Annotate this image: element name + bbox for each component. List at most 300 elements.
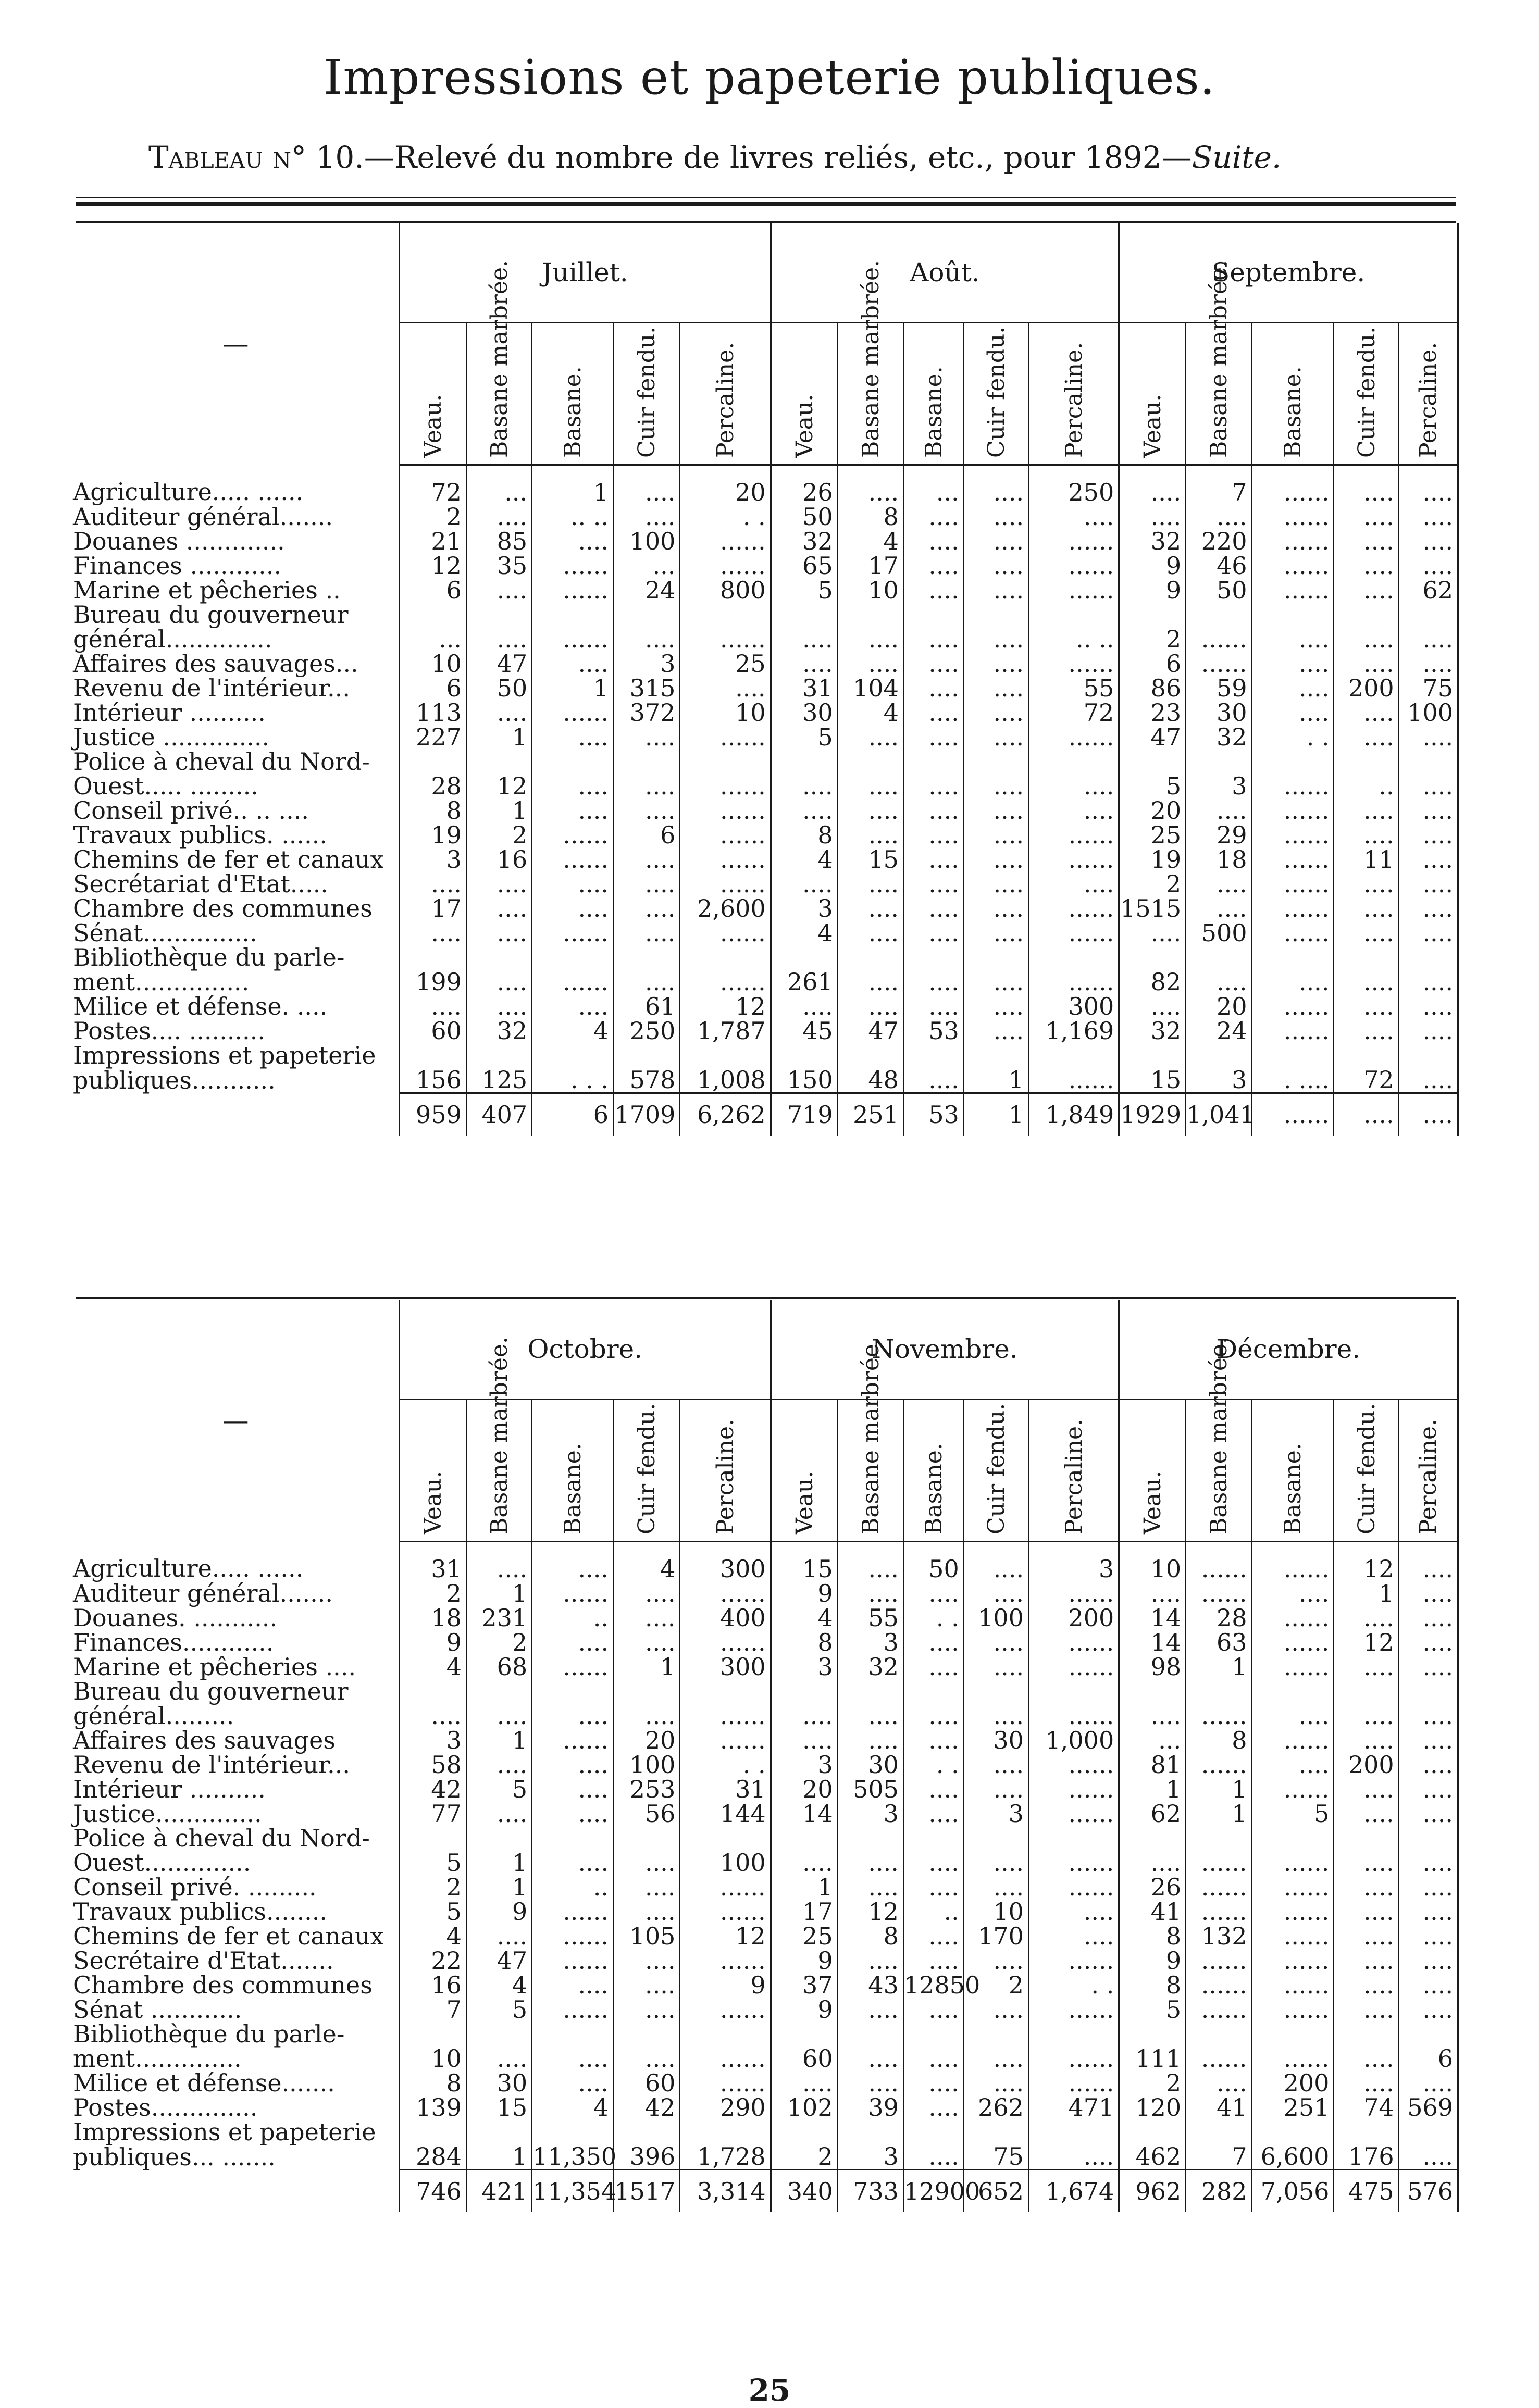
table-cell: .... <box>964 676 1028 701</box>
table-cell: .... <box>964 627 1028 652</box>
table-cell: .... <box>399 1704 466 1728</box>
table-cell: 400 <box>680 1606 771 1630</box>
table-cell: 63 <box>1186 1630 1251 1655</box>
caption-suite: Suite. <box>1192 140 1282 175</box>
table-cell: 8 <box>1186 1728 1251 1753</box>
table-cell <box>680 603 771 627</box>
table-row <box>73 2047 1458 2071</box>
table-cell: .. <box>903 1900 964 1924</box>
table-cell: 41 <box>1186 2095 1251 2120</box>
table-cell: .... <box>466 627 532 652</box>
table-cell: 19 <box>399 823 466 847</box>
table-cell: . . <box>1028 1973 1119 1998</box>
table-cell: ...... <box>680 554 771 578</box>
row-label: Police à cheval du Nord- <box>73 750 399 774</box>
table-cell <box>1252 1043 1334 1068</box>
table-cell <box>1119 1043 1186 1068</box>
table-cell: 30 <box>771 701 837 725</box>
table-cell: 2 <box>399 505 466 529</box>
table-cell: .... <box>964 1542 1028 1582</box>
table-cell: 15 <box>771 1542 837 1582</box>
table-cell <box>903 2120 964 2144</box>
table-cell <box>1334 1679 1398 1704</box>
table-cell: 2 <box>771 2144 837 2170</box>
table-row <box>73 1542 1458 1582</box>
table-cell: .... <box>1399 1655 1458 1679</box>
table-cell: ...... <box>1028 1875 1119 1900</box>
table-cell: ...... <box>1028 652 1119 676</box>
table-cell: .... <box>964 652 1028 676</box>
stub-dash: — <box>222 329 249 359</box>
table-cell <box>1119 603 1186 627</box>
top-rule-thin <box>76 197 1456 198</box>
table-cell: 4 <box>532 2095 613 2120</box>
table-cell <box>613 2022 680 2047</box>
column-header <box>771 323 837 465</box>
table-cell: 5 <box>399 1851 466 1875</box>
table-cell: .... <box>1334 1019 1398 1043</box>
total-cell: 746 <box>399 2170 466 2213</box>
table-cell: 125 <box>466 1068 532 1093</box>
row-label: Secrétariat d'Etat..... <box>73 872 399 896</box>
table-cell: 132 <box>1186 1924 1251 1949</box>
table-cell <box>399 750 466 774</box>
table-cell: 3 <box>838 1802 903 1826</box>
table-cell: .... <box>399 921 466 945</box>
table-row <box>73 1973 1458 1998</box>
table-cell: 2 <box>1119 627 1186 652</box>
table-row <box>73 823 1458 847</box>
table-row <box>73 1851 1458 1875</box>
table-cell: 9 <box>771 1581 837 1606</box>
table-cell: .... <box>1119 505 1186 529</box>
table-cell: .... <box>1028 872 1119 896</box>
table-cell <box>771 1679 837 1704</box>
table-cell: ...... <box>532 701 613 725</box>
table-cell: 8 <box>771 1630 837 1655</box>
table-cell <box>1334 1826 1398 1851</box>
row-label: Sénat............... <box>73 921 399 945</box>
table-cell: 102 <box>771 2095 837 2120</box>
table-cell: .... <box>838 725 903 750</box>
table-cell: ...... <box>1028 1704 1119 1728</box>
row-label: Travaux publics........ <box>73 1900 399 1924</box>
column-header <box>1334 323 1398 465</box>
table-cell: .... <box>903 1924 964 1949</box>
table-cell: 68 <box>466 1655 532 1679</box>
table-cell: .... <box>903 529 964 554</box>
row-label: général.............. <box>73 627 399 652</box>
table-row <box>73 627 1458 652</box>
row-label: Marine et pêcheries .... <box>73 1655 399 1679</box>
table-cell: .... <box>466 2047 532 2071</box>
table-cell: 75 <box>964 2144 1028 2170</box>
table-cell: ...... <box>1028 1802 1119 1826</box>
table-cell: .... <box>1028 1900 1119 1924</box>
table-cell: 2 <box>964 1973 1028 1998</box>
table-cell: 139 <box>399 2095 466 2120</box>
table-cell: .... <box>1186 970 1251 994</box>
table-cell: 31 <box>680 1777 771 1802</box>
table-cell <box>964 603 1028 627</box>
table-cell: .... <box>838 2047 903 2071</box>
table-cell: 24 <box>1186 1019 1251 1043</box>
column-header-label: Percaline. <box>712 1418 739 1534</box>
table-cell: .... <box>964 1753 1028 1777</box>
table-cell: .... <box>1334 1851 1398 1875</box>
table-cell: 20 <box>1119 798 1186 823</box>
table-cell: ...... <box>680 798 771 823</box>
table-cell: .... <box>903 1704 964 1728</box>
table-cell: 26 <box>1119 1875 1186 1900</box>
table-cell: 43 <box>838 1973 903 1998</box>
table-cell: .... <box>1028 2144 1119 2170</box>
table-cell: .... <box>964 921 1028 945</box>
total-cell: 475 <box>1334 2170 1398 2213</box>
table-cell <box>771 945 837 970</box>
table-cell <box>1028 1043 1119 1068</box>
table-cell: ...... <box>1252 1728 1334 1753</box>
column-header <box>1119 323 1186 465</box>
table-row <box>73 847 1458 872</box>
table-cell: 50 <box>903 1542 964 1582</box>
table-cell: ...... <box>1252 578 1334 603</box>
table-cell: ...... <box>532 1581 613 1606</box>
table-cell: .... <box>1399 798 1458 823</box>
table-cell: .... <box>838 1998 903 2022</box>
table-october-december <box>73 1300 1459 2212</box>
table-cell <box>613 1826 680 1851</box>
table-cell <box>680 945 771 970</box>
column-header <box>466 260 532 465</box>
row-label: Marine et pêcheries .. <box>73 578 399 603</box>
table-cell: 100 <box>964 1606 1028 1630</box>
table-cell: 75 <box>1399 676 1458 701</box>
table-cell: 144 <box>680 1802 771 1826</box>
table-cell: ... <box>1119 1728 1186 1753</box>
table-cell: 315 <box>613 676 680 701</box>
table-cell: 100 <box>613 529 680 554</box>
table-cell: 22 <box>399 1949 466 1973</box>
table-cell: .... <box>1399 1851 1458 1875</box>
table-cell <box>1252 1679 1334 1704</box>
table-cell: 3 <box>1028 1542 1119 1582</box>
table-cell: 1 <box>1334 1581 1398 1606</box>
table-cell: .... <box>771 652 837 676</box>
total-cell: 11,354 <box>532 2170 613 2213</box>
table-cell <box>1399 1043 1458 1068</box>
table-cell: 74 <box>1334 2095 1398 2120</box>
row-label: Milice et défense....... <box>73 2071 399 2095</box>
column-header-label: Veau. <box>1139 394 1166 458</box>
table-cell: .... <box>903 1777 964 1802</box>
table-cell: .... <box>903 1068 964 1093</box>
table-cell: .... <box>771 1704 837 1728</box>
table-cell: 12 <box>838 1900 903 1924</box>
table-cell: .... <box>1119 1704 1186 1728</box>
table-cell: 60 <box>771 2047 837 2071</box>
table-cell: .... <box>613 1581 680 1606</box>
table-cell: 17 <box>399 896 466 921</box>
table-cell: .... <box>838 1851 903 1875</box>
column-header <box>532 1400 613 1542</box>
table-cell: 1 <box>771 1875 837 1900</box>
table-cell: 300 <box>680 1542 771 1582</box>
column-header <box>1399 323 1458 465</box>
table-july-september <box>73 223 1459 1136</box>
table-cell: 1,728 <box>680 2144 771 2170</box>
table-cell: .... <box>838 896 903 921</box>
table-cell <box>1399 603 1458 627</box>
table-cell <box>466 1679 532 1704</box>
row-label: Postes.... .......... <box>73 1019 399 1043</box>
table-cell: ...... <box>680 823 771 847</box>
table-cell: 12 <box>680 1924 771 1949</box>
table-cell: .... <box>613 798 680 823</box>
table-cell: 61 <box>613 994 680 1019</box>
table-cell: 1 <box>466 725 532 750</box>
table-cell <box>1252 1826 1334 1851</box>
table-row <box>73 896 1458 921</box>
table-cell: .... <box>1334 872 1398 896</box>
table-cell: .... <box>466 921 532 945</box>
column-header <box>1252 1400 1334 1542</box>
table-cell: .... <box>903 970 964 994</box>
table-cell: 200 <box>1334 1753 1398 1777</box>
table-cell: 3 <box>771 1655 837 1679</box>
table-cell: 200 <box>1334 676 1398 701</box>
table-cell: .... <box>1399 1802 1458 1826</box>
table-row <box>73 2120 1458 2144</box>
total-cell: 282 <box>1186 2170 1251 2213</box>
totals-row <box>73 1093 1458 1136</box>
total-cell: 251 <box>838 1093 903 1136</box>
table-cell <box>1399 945 1458 970</box>
table-cell: .... <box>964 701 1028 725</box>
table-cell: 2 <box>466 823 532 847</box>
table-cell: ...... <box>1252 823 1334 847</box>
table-cell: ...... <box>680 1900 771 1924</box>
row-label: Revenu de l'intérieur... <box>73 1753 399 1777</box>
table-cell: .... <box>613 505 680 529</box>
table-row <box>73 1777 1458 1802</box>
table-cell: .... <box>1334 798 1398 823</box>
table-cell: 86 <box>1119 676 1186 701</box>
table-cell: .... <box>613 2047 680 2071</box>
column-header <box>1399 1400 1458 1542</box>
row-label: Finances ............ <box>73 554 399 578</box>
table-cell: .... <box>964 1777 1028 1802</box>
table-cell <box>1028 2120 1119 2144</box>
row-label: Justice.............. <box>73 1802 399 1826</box>
table-cell: .... <box>903 1949 964 1973</box>
table-cell: 9 <box>771 1998 837 2022</box>
table-cell: 15 <box>466 2095 532 2120</box>
table-cell: 18 <box>1186 847 1251 872</box>
table-cell: 46 <box>1186 554 1251 578</box>
table-cell: 1 <box>466 1581 532 1606</box>
table-cell: 12 <box>680 994 771 1019</box>
row-label: Chambre des communes <box>73 896 399 921</box>
table-row <box>73 1826 1458 1851</box>
table-cell: .... <box>964 1581 1028 1606</box>
table-cell: 1 <box>466 798 532 823</box>
table-cell: 17 <box>838 554 903 578</box>
column-header <box>838 260 903 465</box>
table-cell: 4 <box>771 847 837 872</box>
table-cell: .... <box>1334 1998 1398 2022</box>
table-cell: 5 <box>771 725 837 750</box>
table-cell: 8 <box>771 823 837 847</box>
table-cell: 262 <box>964 2095 1028 2120</box>
table-cell: .... <box>1252 1753 1334 1777</box>
table-cell: .... <box>838 823 903 847</box>
row-label: Auditeur général....... <box>73 1581 399 1606</box>
table-cell <box>838 2120 903 2144</box>
table-cell <box>1186 1826 1251 1851</box>
table-cell <box>1399 1679 1458 1704</box>
table-cell: 5 <box>1252 1802 1334 1826</box>
table-cell: ...... <box>680 1581 771 1606</box>
column-header <box>1334 1400 1398 1542</box>
table-cell: .... <box>466 578 532 603</box>
table-cell: ...... <box>1186 2047 1251 2071</box>
table-cell <box>1028 603 1119 627</box>
table-cell: .... <box>532 798 613 823</box>
table-cell: .... <box>1399 1777 1458 1802</box>
table-cell: 113 <box>399 701 466 725</box>
table-cell: ...... <box>1252 1542 1334 1582</box>
table-cell: .... <box>771 994 837 1019</box>
table-cell: ...... <box>1028 1753 1119 1777</box>
table-cell: ...... <box>1028 823 1119 847</box>
table-cell: .... <box>613 1998 680 2022</box>
total-cell: 6 <box>532 1093 613 1136</box>
row-label: Douanes ............. <box>73 529 399 554</box>
row-label: Auditeur général....... <box>73 505 399 529</box>
table-cell: 4 <box>399 1655 466 1679</box>
table-cell: 8 <box>838 1924 903 1949</box>
column-header <box>838 1337 903 1542</box>
table-cell: 2 <box>1119 872 1186 896</box>
table-cell <box>466 945 532 970</box>
table-cell: .... <box>1334 1924 1398 1949</box>
table-cell: .... <box>532 1802 613 1826</box>
table-cell: .... <box>1334 1606 1398 1630</box>
total-cell: 652 <box>964 2170 1028 2213</box>
table-cell: 7 <box>1186 465 1251 505</box>
table-cell: ...... <box>1028 921 1119 945</box>
column-header <box>680 323 771 465</box>
table-cell: .... <box>1334 652 1398 676</box>
table-cell: 1,169 <box>1028 1019 1119 1043</box>
table-row <box>73 1875 1458 1900</box>
table-cell: .... <box>1334 1777 1398 1802</box>
table-cell: ... <box>399 627 466 652</box>
column-header-label: Basane. <box>920 366 947 458</box>
table-cell <box>399 1826 466 1851</box>
table-cell: 3 <box>771 896 837 921</box>
table-cell: 372 <box>613 701 680 725</box>
total-cell: 1,041 <box>1186 1093 1251 1136</box>
table-cell: 284 <box>399 2144 466 2170</box>
table-cell <box>1252 2022 1334 2047</box>
table-cell: ...... <box>1252 1851 1334 1875</box>
table-cell: ...... <box>1028 1949 1119 1973</box>
table-cell <box>1252 750 1334 774</box>
table-cell: .... <box>613 627 680 652</box>
table-cell: 4 <box>771 1606 837 1630</box>
table-cell: ...... <box>1028 1777 1119 1802</box>
table-cell <box>680 2022 771 2047</box>
table-cell: .... <box>771 798 837 823</box>
table-cell <box>1119 2120 1186 2144</box>
table-cell: 396 <box>613 2144 680 2170</box>
table-cell: 3 <box>838 1630 903 1655</box>
table-cell: 250 <box>1028 465 1119 505</box>
table-cell: .... <box>1028 774 1119 798</box>
table-cell: 3 <box>399 847 466 872</box>
column-header-label: Cuir fendu. <box>1353 1403 1380 1534</box>
table-cell: .... <box>964 774 1028 798</box>
table-cell: ...... <box>1252 774 1334 798</box>
table-row <box>73 1949 1458 1973</box>
table-cell: 4 <box>466 1973 532 1998</box>
table-cell: ...... <box>1252 1973 1334 1998</box>
table-cell: 1 <box>1186 1802 1251 1826</box>
table-cell: ...... <box>532 1949 613 1973</box>
table-cell <box>1119 945 1186 970</box>
column-header-label: Cuir fendu. <box>983 326 1010 458</box>
table-cell: .... <box>1399 1875 1458 1900</box>
table-cell: 60 <box>613 2071 680 2095</box>
table-cell: ...... <box>1186 1973 1251 1998</box>
table-cell: .... <box>1399 1924 1458 1949</box>
table-cell: 25 <box>771 1924 837 1949</box>
table-cell: ...... <box>1186 1704 1251 1728</box>
table-cell: 578 <box>613 1068 680 1093</box>
table-cell: ...... <box>680 774 771 798</box>
table-cell: 42 <box>399 1777 466 1802</box>
table-cell: ...... <box>1252 1924 1334 1949</box>
table-cell: .... <box>964 970 1028 994</box>
row-label: Chemins de fer et canaux <box>73 847 399 872</box>
table-cell: 200 <box>1028 1606 1119 1630</box>
table-cell: 4 <box>532 1019 613 1043</box>
table-cell: .... <box>903 872 964 896</box>
table-cell: 31 <box>771 676 837 701</box>
table-cell: .... <box>1399 465 1458 505</box>
table-cell: .... <box>1334 578 1398 603</box>
table-cell: 55 <box>838 1606 903 1630</box>
table-cell: . . <box>680 1753 771 1777</box>
table-cell: .. <box>532 1875 613 1900</box>
table-cell: .... <box>1334 970 1398 994</box>
table-cell: 100 <box>613 1753 680 1777</box>
row-label: Secrétaire d'Etat....... <box>73 1949 399 1973</box>
table-cell: 569 <box>1399 2095 1458 2120</box>
table-cell: 300 <box>680 1655 771 1679</box>
table-cell: .... <box>1334 1949 1398 1973</box>
table-cell: .... <box>1399 1973 1458 1998</box>
table-cell <box>838 603 903 627</box>
totals-label <box>73 1093 399 1136</box>
column-header <box>1186 1337 1251 1542</box>
table-cell: ...... <box>680 847 771 872</box>
table-cell <box>903 750 964 774</box>
total-cell: 1,849 <box>1028 1093 1119 1136</box>
table-cell <box>532 945 613 970</box>
